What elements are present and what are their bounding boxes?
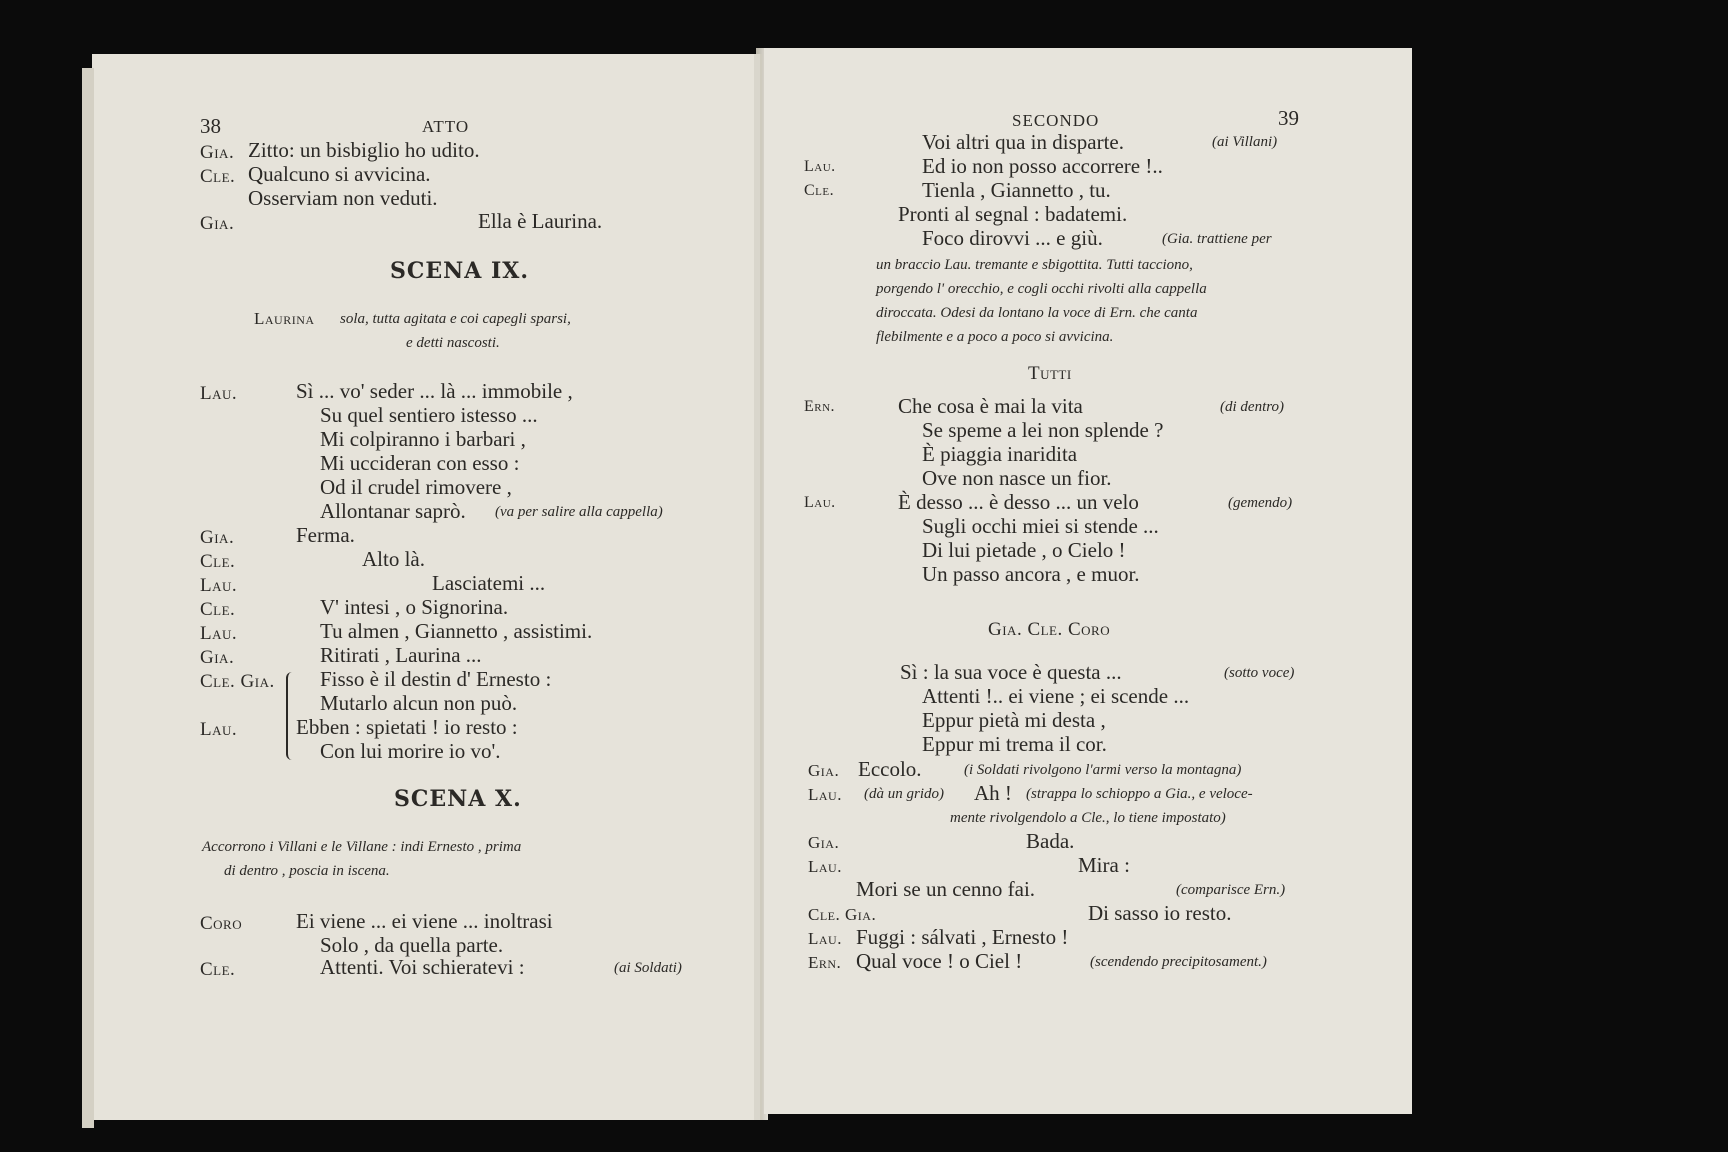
verse-line: Mutarlo alcun non può. <box>320 691 518 715</box>
stage-direction: diroccata. Odesi da lontano la voce di Ern. che canta <box>876 305 1198 321</box>
verse-line: È piaggia inaridita <box>922 442 1078 466</box>
running-head: SECONDO <box>1012 111 1100 130</box>
verse-line: Ed io non posso accorrere !.. <box>922 154 1163 178</box>
verse-line: Zitto: un bisbiglio ho udito. <box>248 138 480 162</box>
speaker: Lau. <box>804 494 836 511</box>
verse-line: Di sasso io resto. <box>1088 901 1232 925</box>
stage-direction: e detti nascosti. <box>406 335 500 351</box>
verse-line: V' intesi , o Signorina. <box>320 595 509 619</box>
verse-line: Tu almen , Giannetto , assistimi. <box>320 619 593 643</box>
stage-direction: un braccio Lau. tremante e sbigottita. Tutti tacciono, <box>876 257 1193 273</box>
speaker: Ern. <box>804 398 836 415</box>
verse-line: Ebben : spietati ! io resto : <box>296 715 518 739</box>
verse-line: Se speme a lei non splende ? <box>922 418 1164 442</box>
stage-direction: (ai Villani) <box>1212 134 1278 150</box>
stage-direction: (dà un grido) <box>864 786 944 802</box>
verse-line: Voi altri qua in disparte. <box>922 130 1124 154</box>
left-page <box>92 54 762 1120</box>
verse-line: Con lui morire io vo'. <box>320 739 501 763</box>
verse-line: Allontanar saprò. <box>320 499 466 523</box>
stage-direction: mente rivolgendolo a Cle., lo tiene impostato) <box>950 810 1226 826</box>
speaker: Gia. <box>808 833 840 852</box>
verse-line: Mi colpiranno i barbari , <box>320 427 526 451</box>
verse-line: Di lui pietade , o Cielo ! <box>922 538 1126 562</box>
speaker: Lau. <box>804 158 836 175</box>
verse-line: Sì ... vo' seder ... là ... immobile , <box>296 379 573 403</box>
stage-direction: (i Soldati rivolgono l'armi verso la montagna) <box>964 762 1242 778</box>
verse-line: Attenti. Voi schieratevi : <box>320 955 525 979</box>
speaker: Lau. <box>200 383 238 404</box>
verse-line: Fisso è il destin d' Ernesto : <box>320 667 552 691</box>
verse-line: Osserviam non veduti. <box>248 186 438 210</box>
speaker: Cle. <box>200 959 236 980</box>
speaker: Coro <box>200 913 243 934</box>
character-name: Laurina <box>254 309 315 328</box>
scene-title: SCENA IX. <box>390 258 530 284</box>
verse-line: Ove non nasce un fior. <box>922 466 1112 490</box>
speaker: Lau. <box>808 857 842 876</box>
verse-line: Bada. <box>1026 829 1075 853</box>
verse-line: Ferma. <box>296 523 355 547</box>
verse-line: Mira : <box>1078 853 1130 877</box>
speaker: Gia. <box>808 761 840 780</box>
speaker: Lau. <box>808 929 842 948</box>
speaker: Ern. <box>808 953 842 972</box>
verse-line: Sì : la sua voce è questa ... <box>900 660 1122 684</box>
verse-line: Eccolo. <box>858 757 922 781</box>
page-number: 38 <box>200 114 221 138</box>
verse-line: Ella è Laurina. <box>478 209 603 233</box>
verse-line: Ei viene ... ei viene ... inoltrasi <box>296 909 553 933</box>
verse-line: Foco dirovvi ... e giù. <box>922 226 1103 250</box>
verse-line: Ah ! <box>974 781 1012 805</box>
verse-line: Qual voce ! o Ciel ! <box>856 949 1023 973</box>
speaker: Lau. <box>200 623 238 644</box>
speaker: Cle. <box>200 599 236 620</box>
speaker: Gia. <box>200 647 235 668</box>
stage-direction: Accorrono i Villani e le Villane : indi Ernesto , prima <box>202 839 522 855</box>
stage-direction: porgendo l' orecchio, e cogli occhi rivolti alla cappella <box>876 281 1207 297</box>
stage-direction: sola, tutta agitata e coi capegli sparsi, <box>340 311 571 327</box>
speaker: Cle. <box>804 182 835 199</box>
speaker: Gia. <box>200 142 235 163</box>
stage-direction: (scendendo precipitosament.) <box>1090 954 1267 970</box>
verse-line: Alto là. <box>362 547 425 571</box>
right-page <box>764 48 1412 1114</box>
running-head: ATTO <box>422 117 470 136</box>
verse-line: Mori se un cenno fai. <box>856 877 1036 901</box>
verse-line: Sugli occhi miei si stende ... <box>922 514 1159 538</box>
speaker: Lau. <box>200 719 238 740</box>
chorus-heading: Tutti <box>1028 363 1072 384</box>
verse-line: Su quel sentiero istesso ... <box>320 403 538 427</box>
speaker: Cle. <box>200 551 236 572</box>
verse-line: Mi uccideran con esso : <box>320 451 520 475</box>
verse-line: Lasciatemi ... <box>432 571 546 595</box>
speaker: Gia. <box>200 527 235 548</box>
verse-line: Attenti !.. ei viene ; ei scende ... <box>922 684 1190 708</box>
verse-line: Solo , da quella parte. <box>320 933 504 957</box>
stage-direction: (strappa lo schioppo a Gia., e veloce- <box>1026 786 1253 802</box>
speaker: Cle. <box>200 166 236 187</box>
verse-line: Od il crudel rimovere , <box>320 475 512 499</box>
verse-line: Che cosa è mai la vita <box>898 394 1083 418</box>
chorus-heading: Gia. Cle. Coro <box>988 619 1111 640</box>
verse-line: Un passo ancora , e muor. <box>922 562 1140 586</box>
page-number: 39 <box>1278 106 1299 130</box>
stage-direction: di dentro , poscia in iscena. <box>224 863 390 879</box>
stage-direction: (ai Soldati) <box>614 960 682 976</box>
speaker: Cle. Gia. <box>808 905 877 924</box>
stage-direction: (di dentro) <box>1220 399 1285 415</box>
speaker: Lau. <box>200 575 238 596</box>
stage-direction: (gemendo) <box>1228 495 1293 511</box>
verse-line: Ritirati , Laurina ... <box>320 643 482 667</box>
speaker: Gia. <box>200 213 235 234</box>
verse-line: È desso ... è desso ... un velo <box>898 490 1139 514</box>
stage-direction: (comparisce Ern.) <box>1176 882 1286 898</box>
stage-direction: flebilmente e a poco a poco si avvicina. <box>876 329 1114 345</box>
verse-line: Pronti al segnal : badatemi. <box>898 202 1128 226</box>
speaker: Cle. Gia. <box>200 671 275 692</box>
verse-line: Qualcuno si avvicina. <box>248 162 431 186</box>
speaker-brace <box>286 672 294 760</box>
stage-direction: (Gia. trattiene per <box>1162 231 1272 247</box>
verse-line: Eppur mi trema il cor. <box>922 732 1107 756</box>
stage-direction: (sotto voce) <box>1224 665 1295 681</box>
verse-line: Fuggi : sálvati , Ernesto ! <box>856 925 1069 949</box>
verse-line: Eppur pietà mi desta , <box>922 708 1106 732</box>
verse-line: Tienla , Giannetto , tu. <box>922 178 1111 202</box>
scene-title: SCENA X. <box>394 786 522 812</box>
speaker: Lau. <box>808 785 842 804</box>
stage-direction: (va per salire alla cappella) <box>495 504 663 520</box>
